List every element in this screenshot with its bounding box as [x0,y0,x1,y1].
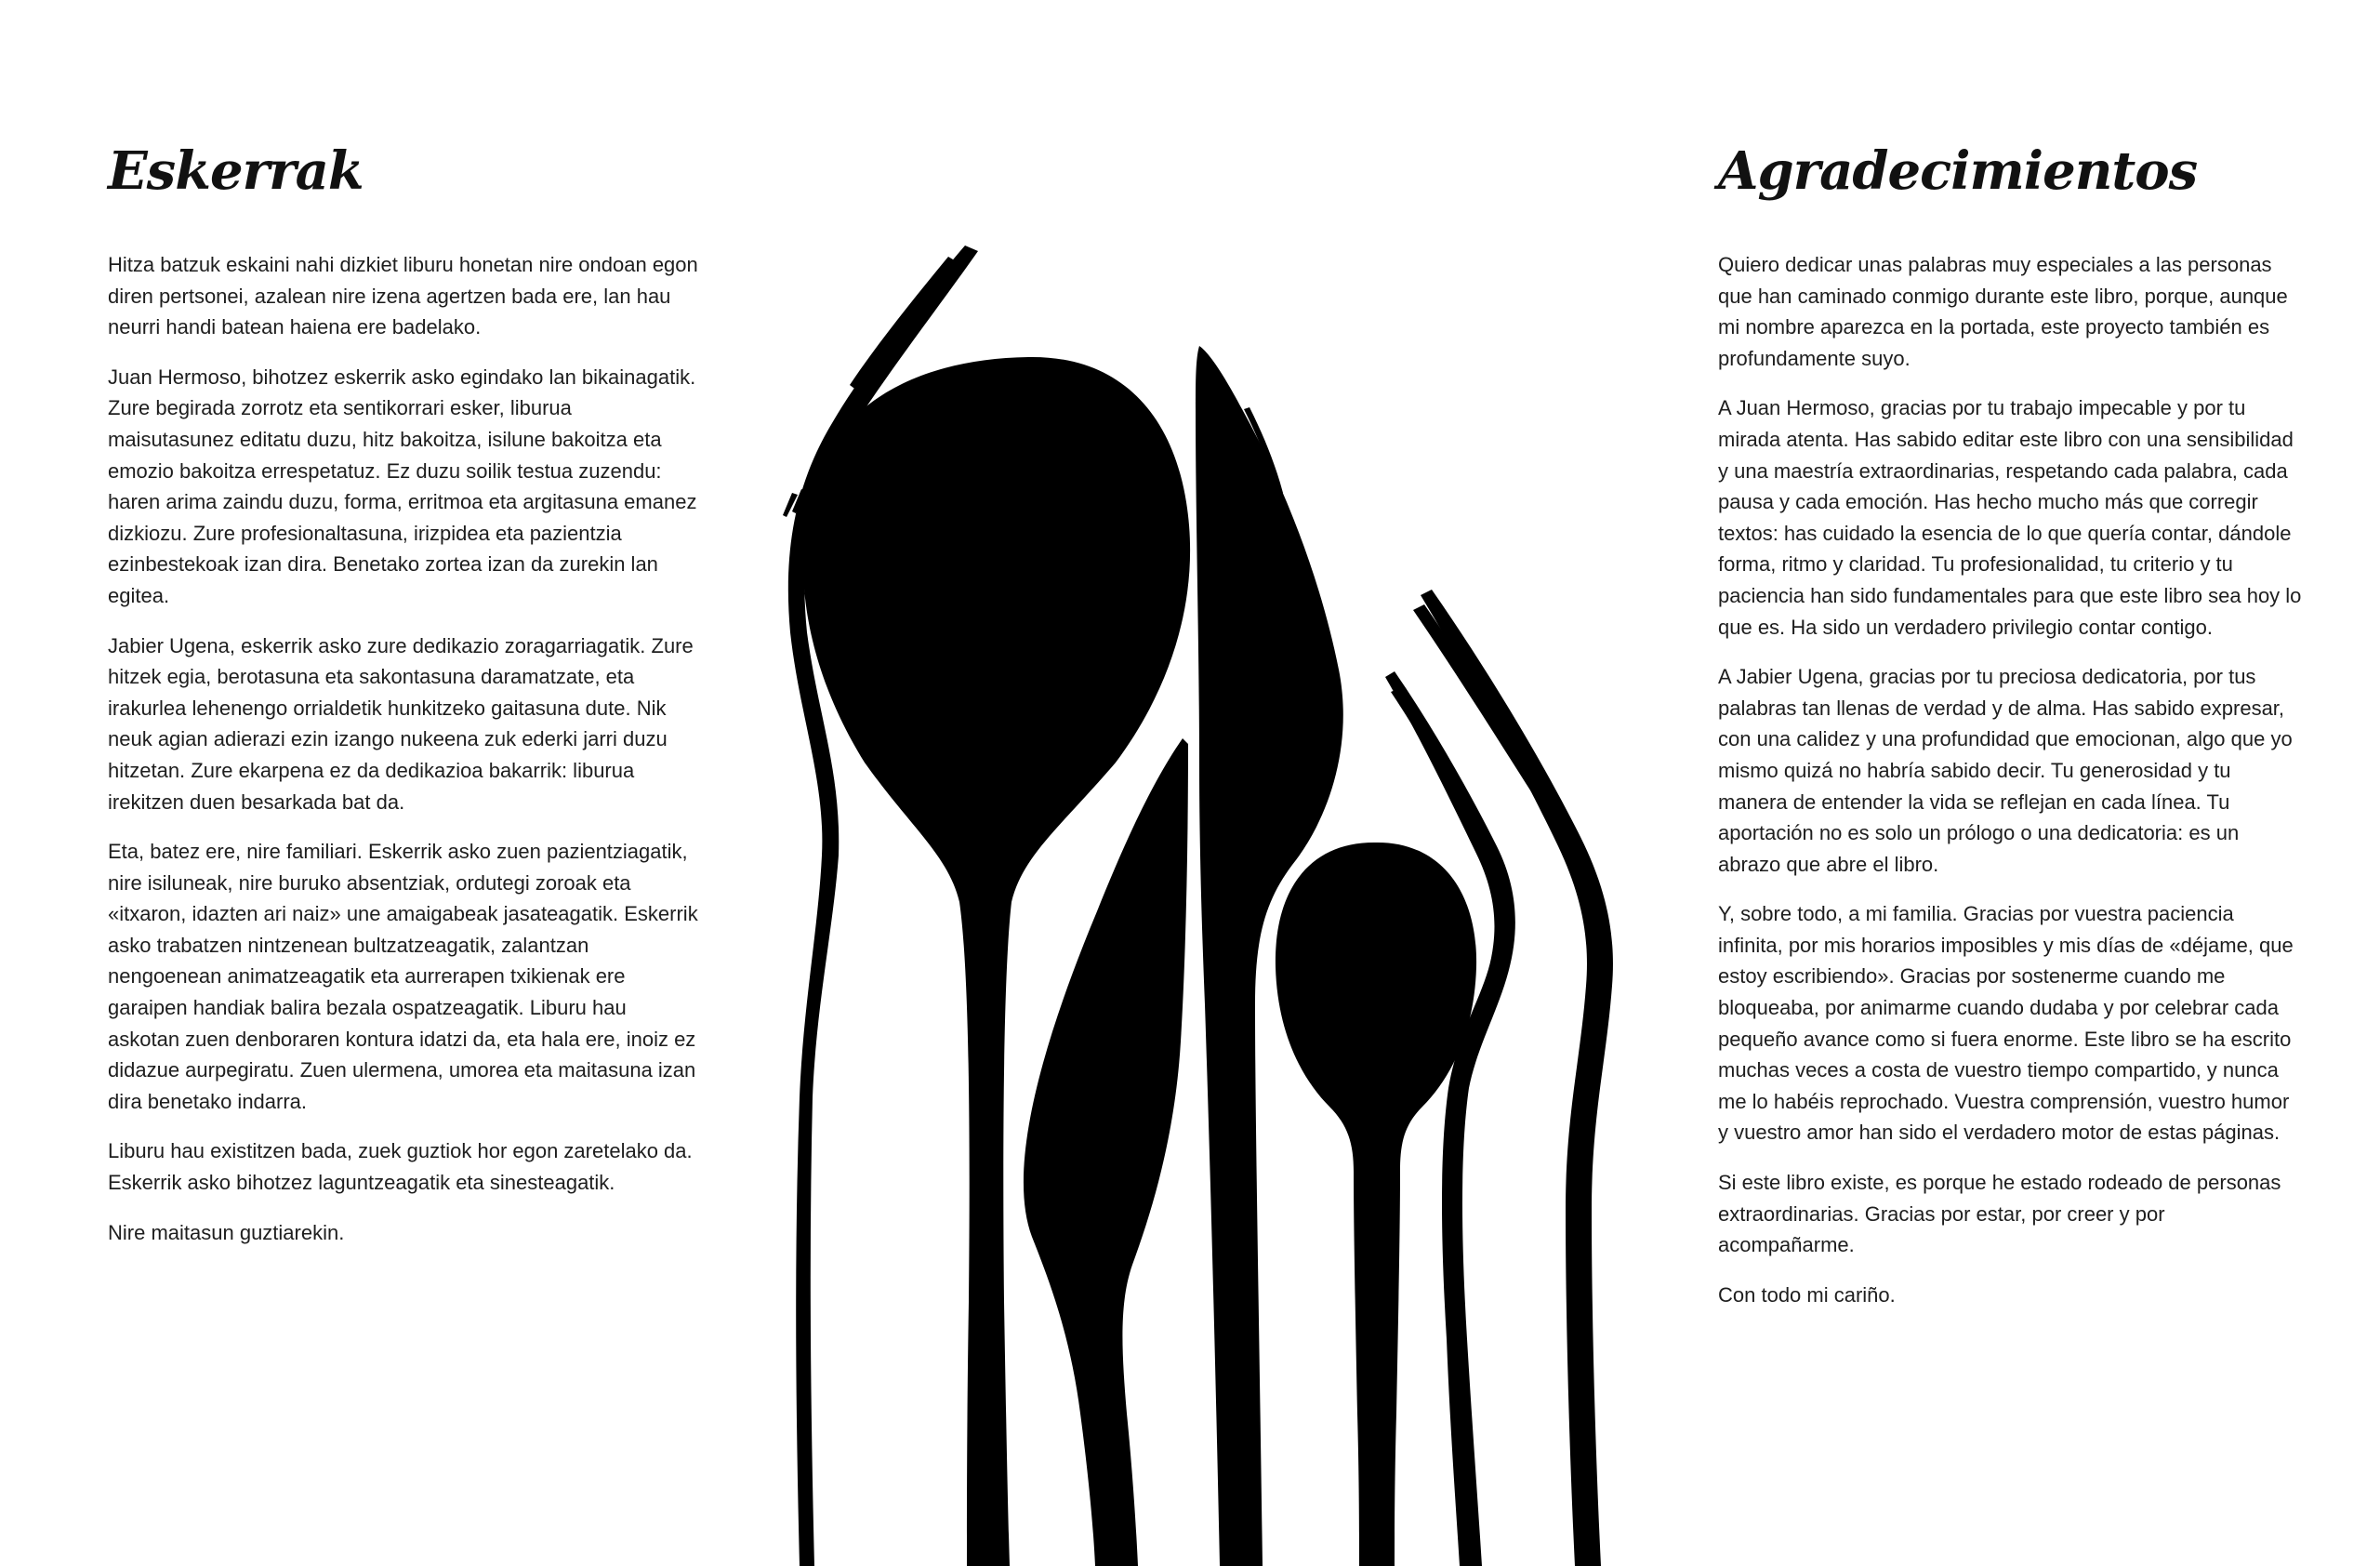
right-column [1718,139,2304,1329]
short-knife-silhouette [1024,738,1188,1566]
paragraph: A Juan Hermoso, gracias por tu trabajo impecable y por tu mirada atenta. Has sabido editar este libro con una sensibilidad y una maestría extraordinarias, respetando cada palabra, cada pausa y cada emoción. Has hecho mucho más que corregir textos: has cuidado la esencia de lo que quería contar, dándole forma, ritmo y claridad. Tu profesionalidad, tu criterio y tu paciencia han sido fundamentales para que este libro sea hoy lo que es. Ha sido un verdadero privilegio contar contigo. [1718,396,2302,639]
paragraph: Hitza batzuk eskaini nahi dizkiet liburu honetan nire ondoan egon diren pertsonei, azalean nire izena agertzen bada ere, lan hau neurri handi batean haiena ere badelako. [108,253,698,339]
paragraph: Juan Hermoso, bihotzez eskerrik asko egindako lan bikainagatik. Zure begirada zorrotz eta sentikorrari esker, liburua maisutasunez editatu duzu, hitz bakoitza, isilune bakoitza eta emozio bakoitza errespetatuz. Ez duzu soilik testua zuzendu: haren arima zaindu duzu, forma, erritmoa eta argitasuna emanez dizkiozu. Zure profesionaltasuna, irizpidea eta pazientzia ezinbestekoak izan dira. Benetako zortea izan da zurekin lan egitea. [108,365,697,607]
right-fork-silhouette [1421,590,1613,1566]
paragraph: A Jabier Ugena, gracias por tu preciosa dedicatoria, por tus palabras tan llenas de verdad y de alma. Has sabido expresar, con una calidez y una profundidad que emocionan, algo que yo mismo quizá no habría sabido decir. Tu generosidad y tu manera de entender la vida se reflejan en cada línea. Tu aportación no es solo un prólogo o una dedicatoria: es un abrazo que abre el libro. [1718,665,2293,876]
paragraph: Jabier Ugena, eskerrik asko zure dedikazio zoragarriagatik. Zure hitzek egia, berotasuna eta sakontasuna daramatzate, eta irakurlea lehenengo orrialdetik hunkitzeko gaitasuna dute. Nik neuk agian adierazi ezin izango nukeena zuk ederki jarri duzu hitzetan. Zure ekarpena ez da dedikazioa bakarrik: liburua irekitzen duen besarkada bat da. [108,633,694,814]
closing-line: Con todo mi cariño. [1718,1282,1896,1307]
paragraph: Si este libro existe, es porque he estado rodeado de personas extraordinarias. Gracias por estar, por creer y por acompañarme. [1718,1171,2281,1257]
closing-line: Nire maitasun guztiarekin. [108,1220,345,1244]
page-title-agradecimientos: Agradecimientos [1718,140,2198,202]
paragraph: Y, sobre todo, a mi familia. Gracias por vuestra paciencia infinita, por mis horarios imposibles y mis días de «déjame, que estoy escribiendo». Gracias por sostenerme cuando me bloqueaba, por animarme cuando dudaba y por celebrar cada pequeño avance como si fuera enorme. Este libro se ha escrito muchas veces a costa de vuestro tiempo compartido, y nunca me lo habéis reprochado. Vuestra comprensión, vuestro humor y vuestro amor han sido el verdadero motor de estas páginas. [1718,902,2294,1145]
paragraph: Quiero dedicar unas palabras muy especiales a las personas que han caminado conmigo durante este libro, porque, aunque mi nombre aparezca en la portada, este proyecto también es profundamente suyo. [1718,253,2288,370]
paragraph: Liburu hau existitzen bada, zuek guztiok hor egon zaretelako da. Eskerrik asko bihotzez laguntzeagatik eta sinesteagatik. [108,1139,693,1195]
paragraph: Eta, batez ere, nire familiari. Eskerrik asko zuen pazientziagatik, nire isiluneak, nire buruko absentziak, ordutegi zoroak eta «itxaron, idazten ari naiz» une amaigabeak jasateagatik. Eskerrik asko trabatzen nintzenean bultzatzeagatik, zalantzan nengoenean animatzeagatik eta aurrerapen txikienak ere garaipen handiak balira bezala ospatzeagatik. Liburu hau askotan zuen denboraren kontura idatzi da, eta hala ere, inoiz ez didazue aurpegiratu. Zuen ulermena, umorea eta maitasuna izan dira benetako indarra. [108,840,698,1113]
page-title-eskerrak: Eskerrak [108,140,364,202]
